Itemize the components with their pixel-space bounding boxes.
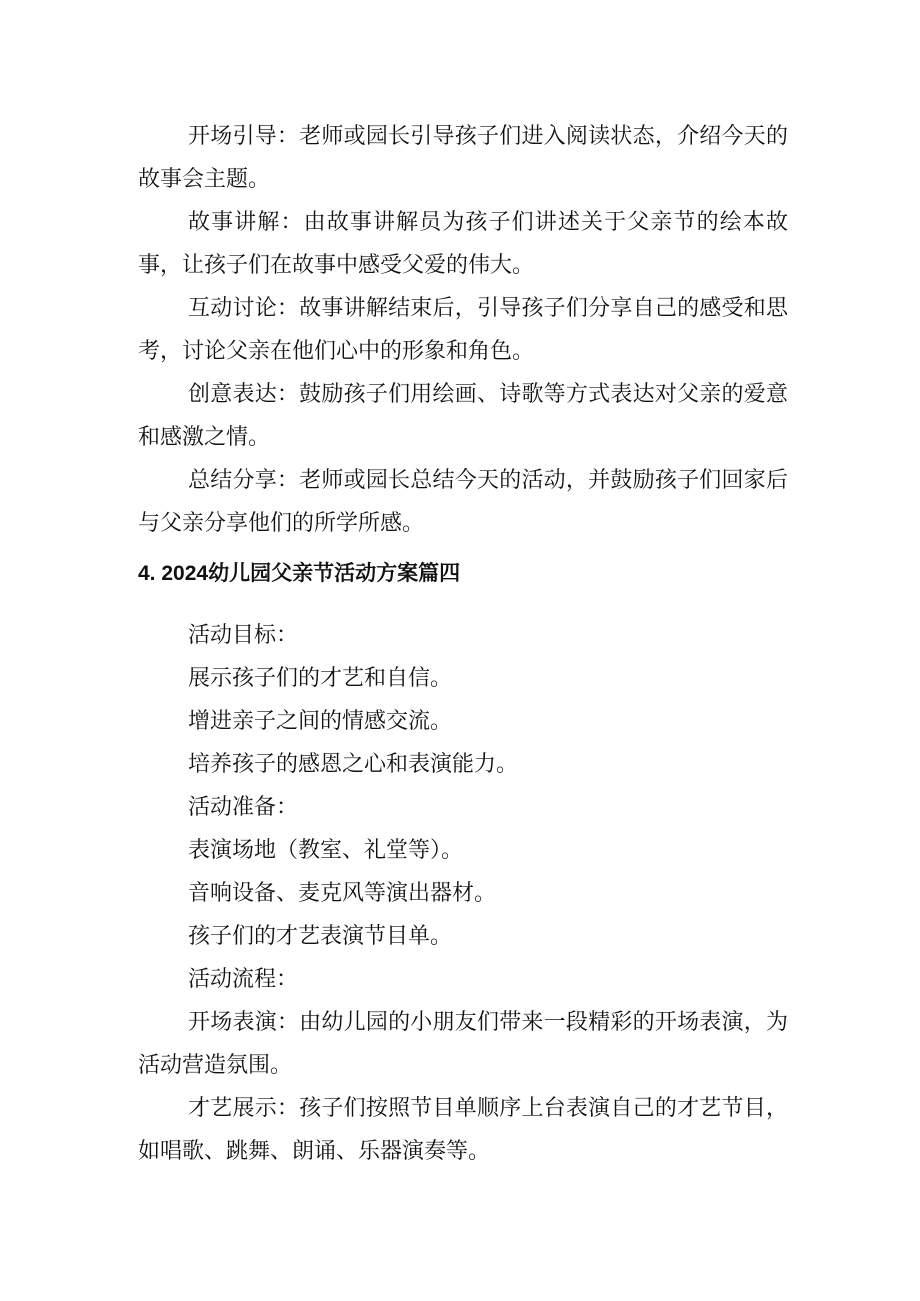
- line-preparation-title: 活动准备：: [188, 795, 299, 820]
- line-goal-1: 展示孩子们的才艺和自信。: [188, 666, 453, 691]
- line-preparation-3: 孩子们的才艺表演节目单。: [188, 924, 453, 949]
- paragraph-talent-show: 才艺展示：孩子们按照节目单顺序上台表演自己的才艺节目，如唱歌、跳舞、朗诵、乐器演奏等。: [138, 1096, 788, 1164]
- paragraph-interactive-discussion: 互动讨论：故事讲解结束后，引导孩子们分享自己的感受和思考，讨论父亲在他们心中的形象和角色。: [138, 296, 788, 364]
- paragraph-summary-sharing: 总结分享：老师或园长总结今天的活动，并鼓励孩子们回家后与父亲分享他们的所学所感。: [138, 468, 788, 536]
- line-preparation-2: 音响设备、麦克风等演出器材。: [188, 881, 497, 906]
- paragraph-story-explanation: 故事讲解：由故事讲解员为孩子们讲述关于父亲节的绘本故事，让孩子们在故事中感受父爱的伟大。: [138, 210, 788, 278]
- paragraph-opening-performance: 开场表演：由幼儿园的小朋友们带来一段精彩的开场表演，为活动营造氛围。: [138, 1010, 788, 1078]
- paragraph-opening-guidance: 开场引导：老师或园长引导孩子们进入阅读状态，介绍今天的故事会主题。: [138, 124, 788, 192]
- line-goal-2: 增进亲子之间的情感交流。: [188, 709, 453, 734]
- paragraph-creative-expression: 创意表达：鼓励孩子们用绘画、诗歌等方式表达对父亲的爱意和感激之情。: [138, 382, 788, 450]
- line-goal-3: 培养孩子的感恩之心和表演能力。: [188, 752, 519, 777]
- line-preparation-1: 表演场地（教室、礼堂等）。: [188, 838, 464, 863]
- line-activity-goals-title: 活动目标：: [188, 623, 299, 648]
- line-process-title: 活动流程：: [188, 967, 299, 992]
- section-heading: 4. 2024幼儿园父亲节活动方案篇四: [138, 562, 461, 585]
